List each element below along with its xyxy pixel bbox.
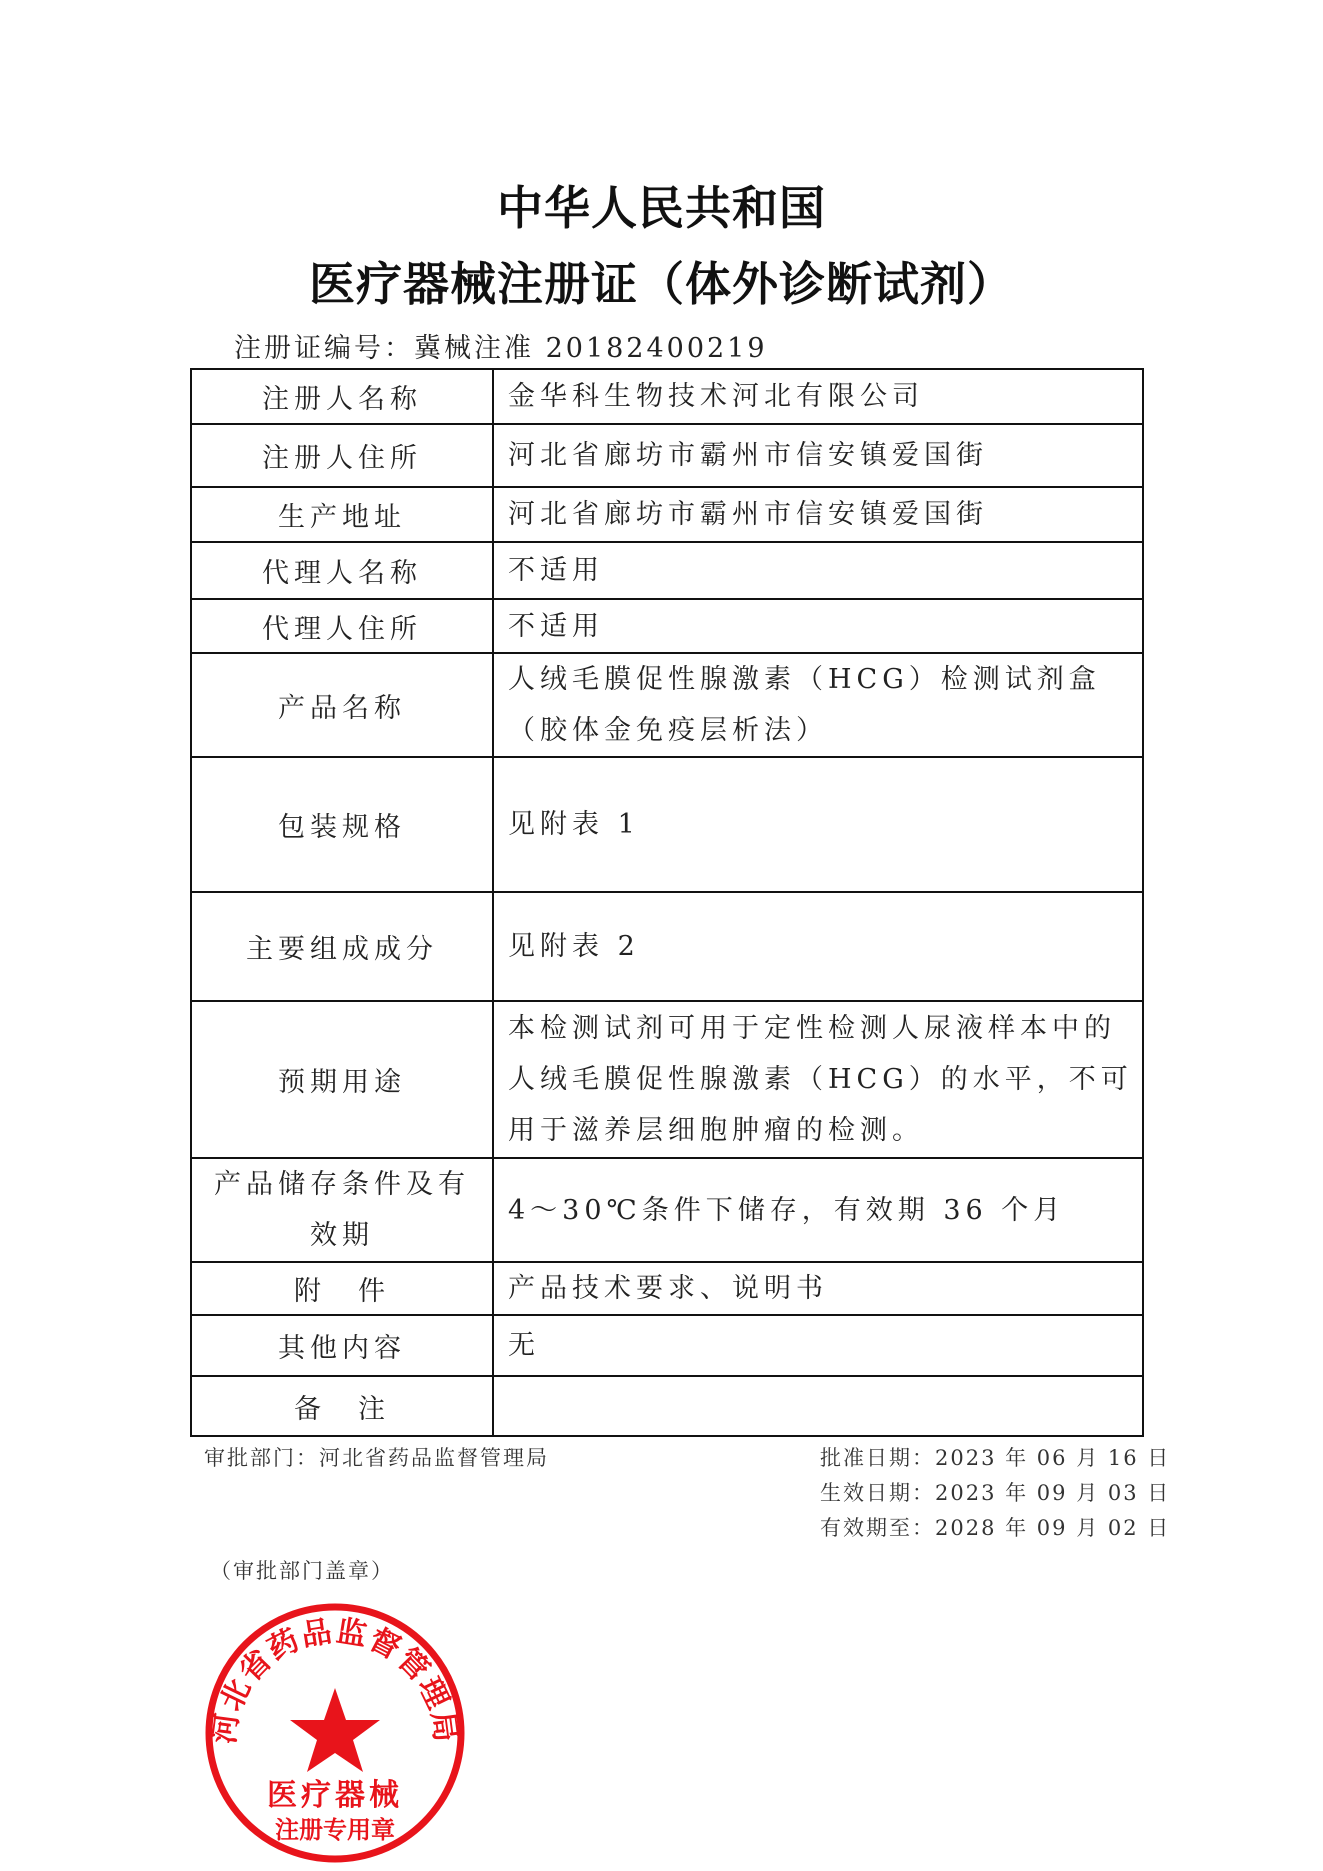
row-value: 4～30℃条件下储存，有效期 36 个月 bbox=[493, 1158, 1143, 1262]
table-row bbox=[191, 599, 1143, 653]
row-label: 预期用途 bbox=[191, 1001, 493, 1158]
valid-until-date: 有效期至：2028 年 09 月 02 日 bbox=[820, 1516, 1171, 1540]
approval-department: 审批部门：河北省药品监督管理局 bbox=[204, 1446, 549, 1470]
row-value: 河北省廊坊市霸州市信安镇爱国街 bbox=[493, 424, 1143, 487]
table-row bbox=[191, 1262, 1143, 1315]
row-label: 其他内容 bbox=[191, 1315, 493, 1376]
table-row bbox=[191, 424, 1143, 487]
row-label: 注册人名称 bbox=[191, 369, 493, 424]
table-row bbox=[191, 892, 1143, 1001]
row-label: 产品名称 bbox=[191, 653, 493, 757]
row-value: 河北省廊坊市霸州市信安镇爱国街 bbox=[493, 487, 1143, 542]
table-row bbox=[191, 1315, 1143, 1376]
row-value: 不适用 bbox=[493, 542, 1143, 599]
star-icon bbox=[290, 1688, 380, 1772]
registration-number-label: 注册证编号： bbox=[234, 333, 414, 364]
row-label: 主要组成成分 bbox=[191, 892, 493, 1001]
row-value: 见附表 1 bbox=[493, 757, 1143, 892]
row-label: 包装规格 bbox=[191, 757, 493, 892]
row-value: 不适用 bbox=[493, 599, 1143, 653]
registration-number bbox=[234, 326, 768, 365]
row-value: 金华科生物技术河北有限公司 bbox=[493, 369, 1143, 424]
table-row bbox=[191, 369, 1143, 424]
row-value: 人绒毛膜促性腺激素（HCG）检测试剂盒（胶体金免疫层析法） bbox=[493, 653, 1143, 757]
table-row bbox=[191, 487, 1143, 542]
seal-arc-text: 河北省药品监督管理局 bbox=[206, 1613, 464, 1746]
approval-date: 批准日期：2023 年 06 月 16 日 bbox=[820, 1446, 1171, 1470]
table-row bbox=[191, 542, 1143, 599]
row-value bbox=[493, 1376, 1143, 1436]
effective-date: 生效日期：2023 年 09 月 03 日 bbox=[820, 1481, 1171, 1505]
row-value: 见附表 2 bbox=[493, 892, 1143, 1001]
registration-number-value: 冀械注准 20182400219 bbox=[414, 333, 768, 364]
row-value: 本检测试剂可用于定性检测人尿液样本中的人绒毛膜促性腺激素（HCG）的水平，不可用于滋养层细胞肿瘤的检测。 bbox=[493, 1001, 1143, 1158]
row-value: 产品技术要求、说明书 bbox=[493, 1262, 1143, 1315]
row-label: 产品储存条件及有效期 bbox=[191, 1158, 493, 1262]
title-line-1: 中华人民共和国 bbox=[497, 181, 826, 235]
certificate-table bbox=[190, 368, 1144, 1437]
row-label: 代理人住所 bbox=[191, 599, 493, 653]
table-row bbox=[191, 1376, 1143, 1436]
table-row bbox=[191, 1001, 1143, 1158]
row-label: 备 注 bbox=[191, 1376, 493, 1436]
table-row bbox=[191, 1158, 1143, 1262]
seal-note: （审批部门盖章） bbox=[210, 1559, 394, 1583]
row-value: 无 bbox=[493, 1315, 1143, 1376]
seal-center-line-2: 注册专用章 bbox=[275, 1816, 395, 1844]
official-seal-stamp bbox=[200, 1598, 470, 1868]
seal-center-line-1: 医疗器械 bbox=[267, 1778, 403, 1813]
row-label: 生产地址 bbox=[191, 487, 493, 542]
row-label: 代理人名称 bbox=[191, 542, 493, 599]
row-label: 附 件 bbox=[191, 1262, 493, 1315]
title-line-2: 医疗器械注册证（体外诊断试剂） bbox=[309, 257, 1014, 311]
row-label: 注册人住所 bbox=[191, 424, 493, 487]
table-row bbox=[191, 653, 1143, 757]
table-row bbox=[191, 757, 1143, 892]
